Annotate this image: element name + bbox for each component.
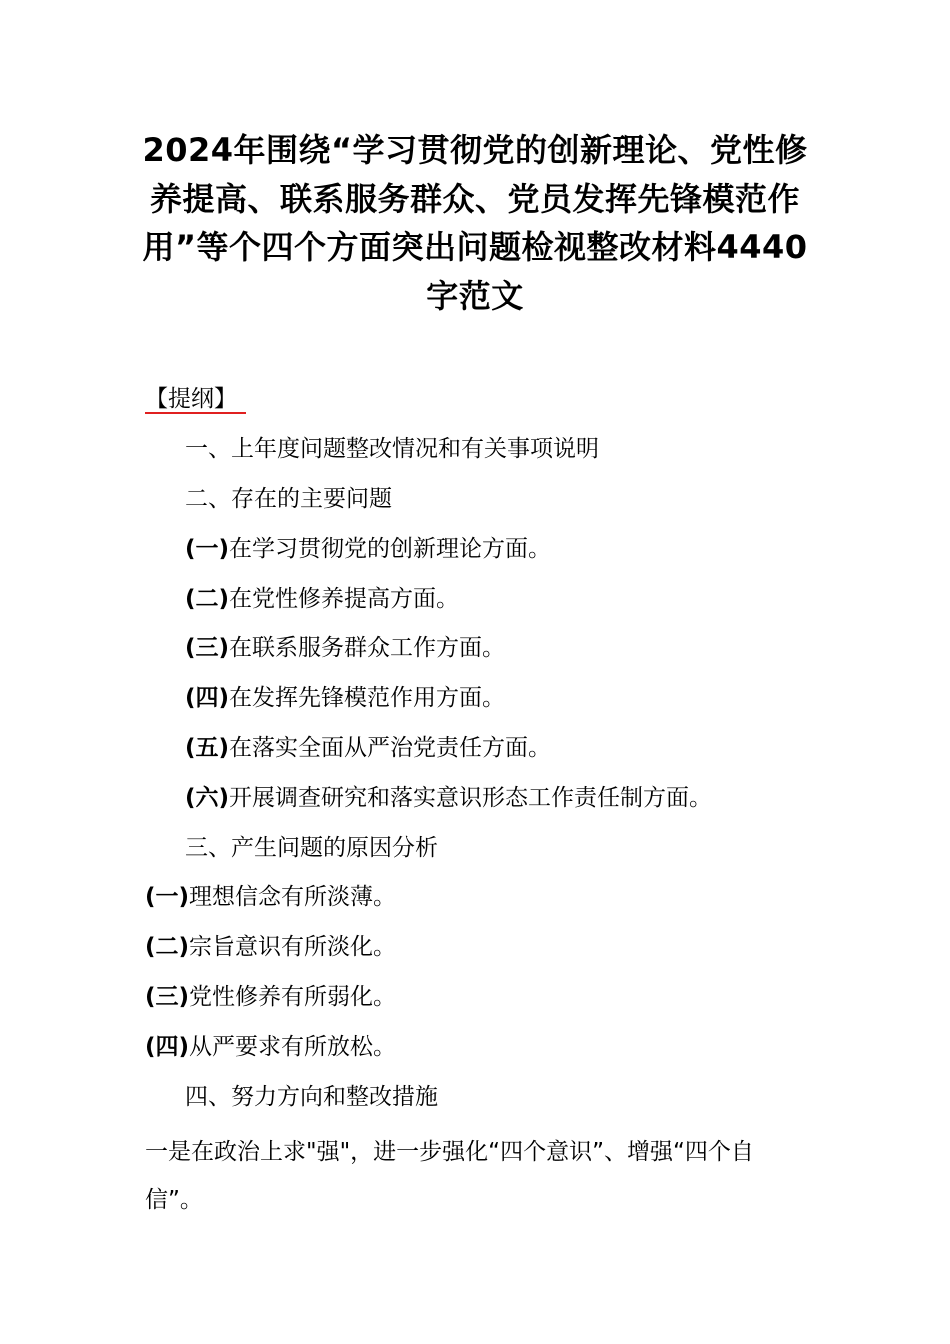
- list-item-number: (三): [185, 635, 230, 661]
- list-item: [185, 532, 551, 566]
- outline-underline: [145, 412, 246, 414]
- body-paragraph: 一是在政治上求"强"，进一步强化“四个意识”、增强“四个自信”。: [145, 1139, 754, 1213]
- list-item-number: (三): [145, 984, 190, 1010]
- list-item-number: (二): [145, 934, 190, 960]
- section-heading-3: 三、产生问题的原因分析: [185, 835, 438, 861]
- list-item: [145, 1030, 396, 1064]
- section-heading-4: 四、努力方向和整改措施: [185, 1084, 438, 1110]
- section-heading-2: 二、存在的主要问题: [185, 486, 392, 512]
- list-item: [185, 582, 459, 616]
- list-item-text: 宗旨意识有所淡化。: [189, 934, 397, 960]
- list-item: [145, 880, 396, 914]
- list-item: [185, 781, 712, 815]
- list-item: [145, 930, 396, 964]
- list-item: [185, 631, 505, 665]
- list-item-number: (六): [185, 785, 230, 811]
- list-item-number: (二): [185, 586, 230, 612]
- list-item-text: 在学习贯彻党的创新理论方面。: [229, 536, 552, 562]
- list-item-number: (四): [185, 685, 230, 711]
- list-item: [185, 731, 551, 765]
- list-item-number: (四): [145, 1034, 190, 1060]
- list-item: [185, 681, 505, 715]
- list-item-text: 在联系服务群众工作方面。: [229, 635, 506, 661]
- document-title: 2024年围绕“学习贯彻党的创新理论、党性修养提高、联系服务群众、党员发挥先锋模范作用”等个四个方面突出问题检视整改材料4440字范文: [142, 131, 808, 315]
- list-item-number: (一): [185, 536, 230, 562]
- list-item: [145, 980, 396, 1014]
- list-item-text: 从严要求有所放松。: [189, 1034, 397, 1060]
- list-item-text: 党性修养有所弱化。: [189, 984, 397, 1010]
- list-item-number: (一): [145, 884, 190, 910]
- outline-label: 【提纲】: [145, 386, 237, 412]
- list-item-text: 在落实全面从严治党责任方面。: [229, 735, 552, 761]
- list-item-text: 在发挥先锋模范作用方面。: [229, 685, 506, 711]
- list-item-number: (五): [185, 735, 230, 761]
- list-item-text: 开展调查研究和落实意识形态工作责任制方面。: [229, 785, 713, 811]
- list-item-text: 在党性修养提高方面。: [229, 586, 460, 612]
- section-heading-1: 一、上年度问题整改情况和有关事项说明: [185, 436, 599, 462]
- list-item-text: 理想信念有所淡薄。: [189, 884, 397, 910]
